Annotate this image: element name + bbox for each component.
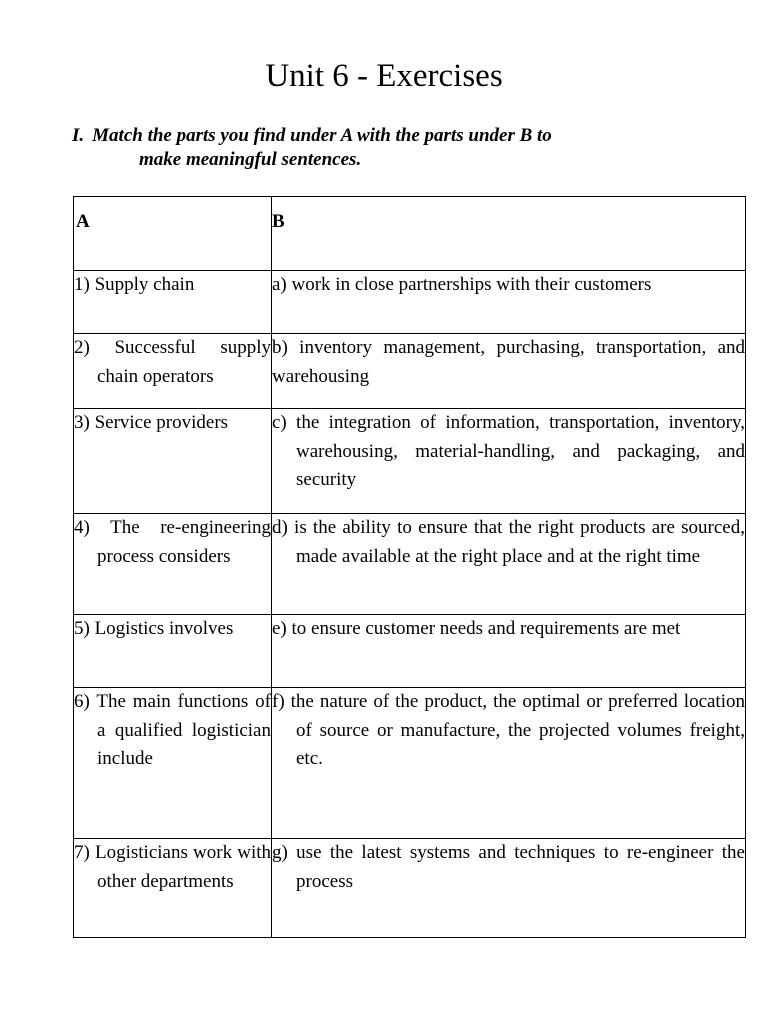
table-row [74,271,746,334]
part-a-cell [74,615,272,688]
column-header-b: B [272,197,746,271]
part-b-text: a) work in close partnerships with their customers [272,274,652,295]
matching-table [73,196,746,938]
table-row [74,514,746,615]
part-a-cell [74,688,272,839]
part-a-cell [74,271,272,334]
part-a-text: 7) Logisticians work with other departments [74,842,271,892]
part-a-cell [74,409,272,514]
page-title: Unit 6 - Exercises [265,58,503,94]
part-b-cell [272,514,746,615]
instruction-line-2: make meaningful sentences. [139,149,362,170]
part-a-text: 5) Logistics involves [74,618,234,639]
table-row [74,615,746,688]
part-b-text: f) the nature of the product, the optimal or preferred location of source or manufacture, the projected volumes freight, etc. [272,691,745,769]
instruction-line-1 [72,124,712,148]
part-b-text: b) inventory management, purchasing, transportation, and warehousing [272,337,745,387]
part-a-text: 2) Successful supply chain operators [74,337,271,387]
part-a-text: 1) Supply chain [74,274,195,295]
exercise-number: I. [72,125,85,146]
part-a-text: 4) The re-engineering process considers [74,517,271,567]
part-b-cell [272,839,746,938]
table-header-row [74,197,746,271]
part-b-text: g) use the latest systems and techniques to re-engineer the process [272,842,745,892]
part-b-cell [272,409,746,514]
column-header-a: A [74,197,272,271]
part-a-text: 6) The main functions of a qualified logistician include [74,691,271,769]
part-a-cell [74,839,272,938]
exercise-instruction [72,124,712,172]
part-b-cell [272,271,746,334]
part-b-cell [272,688,746,839]
part-b-cell [272,615,746,688]
part-b-text: d) is the ability to ensure that the right products are sourced, made available at the right place and at the right time [272,517,745,567]
part-b-text: c) the integration of information, transportation, inventory, warehousing, material-handling, and packaging, and security [272,412,745,490]
table-row [74,688,746,839]
table-row [74,409,746,514]
part-a-text: 3) Service providers [74,412,229,433]
table-row [74,334,746,409]
table-row [74,839,746,938]
part-b-cell [272,334,746,409]
part-a-cell [74,334,272,409]
instruction-text-1: Match the parts you find under A with the parts under B to [92,125,552,146]
part-a-cell [74,514,272,615]
part-b-text: e) to ensure customer needs and requirements are met [272,618,681,639]
